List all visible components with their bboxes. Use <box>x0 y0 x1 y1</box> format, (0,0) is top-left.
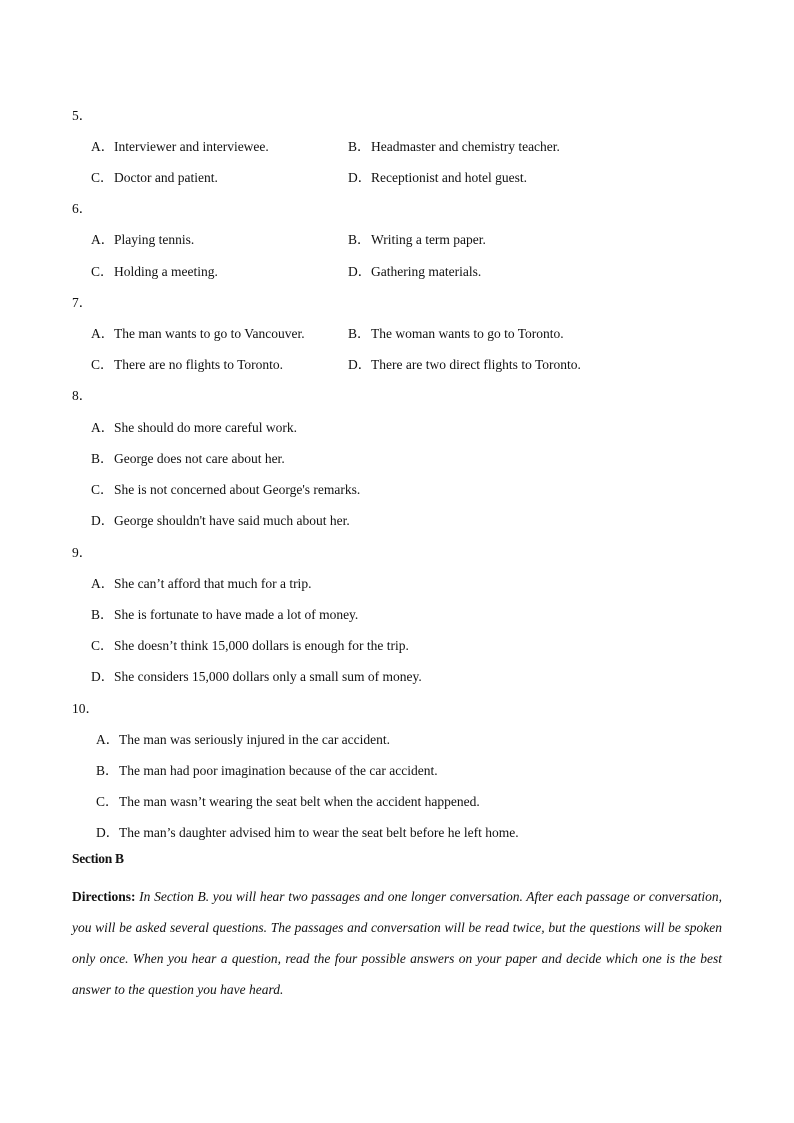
option-a <box>91 135 269 155</box>
option-letter: A． <box>96 732 120 747</box>
option-a <box>96 728 390 748</box>
section-b-directions <box>72 881 722 1005</box>
option-text: The man wants to go to Vancouver. <box>114 326 305 341</box>
option-d <box>348 260 481 280</box>
option-letter: C． <box>91 482 114 497</box>
option-text: Doctor and patient. <box>114 170 218 185</box>
option-d <box>96 821 519 841</box>
option-d <box>348 353 581 373</box>
question-number: 5． <box>72 108 93 123</box>
option-b <box>348 228 486 248</box>
option-c <box>91 260 218 280</box>
option-letter: D． <box>91 513 115 528</box>
option-letter: C． <box>96 794 119 809</box>
section-b-title: Section B <box>72 851 124 866</box>
option-letter: A． <box>91 139 115 154</box>
question-number: 10． <box>72 701 99 716</box>
option-letter: B． <box>91 607 114 622</box>
option-text: There are no flights to Toronto. <box>114 357 284 372</box>
option-text: Holding a meeting. <box>114 264 218 279</box>
option-text: Receptionist and hotel guest. <box>371 170 527 185</box>
question-number: 9． <box>72 545 93 560</box>
option-text: Headmaster and chemistry teacher. <box>371 139 560 154</box>
option-letter: D． <box>348 357 372 372</box>
option-text: The woman wants to go to Toronto. <box>371 326 564 341</box>
option-b <box>348 135 560 155</box>
question-number: 7． <box>72 295 93 310</box>
option-b <box>91 447 285 467</box>
option-d <box>91 665 422 685</box>
option-letter: C． <box>91 264 114 279</box>
option-text: She doesn’t think 15,000 dollars is enough for the trip. <box>114 638 409 653</box>
option-b <box>96 759 438 779</box>
option-a <box>91 416 297 436</box>
option-letter: B． <box>91 451 114 466</box>
option-text: There are two direct flights to Toronto. <box>371 357 581 372</box>
option-letter: D． <box>348 264 372 279</box>
option-c <box>91 478 360 498</box>
option-text: She considers 15,000 dollars only a small sum of money. <box>114 669 422 684</box>
option-c <box>91 634 409 654</box>
option-text: She is not concerned about George's remarks. <box>114 482 361 497</box>
option-text: Interviewer and interviewee. <box>114 139 269 154</box>
option-letter: A． <box>91 576 115 591</box>
option-text: Gathering materials. <box>371 264 482 279</box>
option-letter: A． <box>91 232 115 247</box>
option-letter: D． <box>348 170 372 185</box>
option-letter: B． <box>348 139 371 154</box>
option-letter: C． <box>91 638 114 653</box>
option-letter: B． <box>348 326 371 341</box>
option-c <box>91 166 218 186</box>
option-c <box>96 790 480 810</box>
option-text: George shouldn't have said much about her. <box>114 513 350 528</box>
option-text: The man had poor imagination because of the car accident. <box>119 763 438 778</box>
option-text: She should do more careful work. <box>114 420 297 435</box>
option-text: She is fortunate to have made a lot of money. <box>114 607 359 622</box>
directions-label: Directions: <box>72 889 136 904</box>
option-letter: C． <box>91 357 114 372</box>
option-d <box>91 509 350 529</box>
directions-text: In Section B. you will hear two passages and one longer conversation. After each passage or conversation, you will be asked several questions. The passages and conversation will be read twice, but the questions will be spoken only once. When you hear a question, read the four possible answers on your paper and decide which one is the best answer to the question you have heard. <box>72 889 722 997</box>
option-letter: A． <box>91 420 115 435</box>
question-number: 8． <box>72 388 93 403</box>
option-letter: C． <box>91 170 114 185</box>
option-text: George does not care about her. <box>114 451 285 466</box>
option-text: The man wasn’t wearing the seat belt when the accident happened. <box>119 794 480 809</box>
option-text: Writing a term paper. <box>371 232 486 247</box>
option-letter: D． <box>96 825 120 840</box>
option-a <box>91 322 305 342</box>
option-text: The man was seriously injured in the car accident. <box>119 732 391 747</box>
option-letter: D． <box>91 669 115 684</box>
option-letter: B． <box>96 763 119 778</box>
option-b <box>348 322 564 342</box>
option-b <box>91 603 358 623</box>
option-letter: B． <box>348 232 371 247</box>
option-text: She can’t afford that much for a trip. <box>114 576 312 591</box>
option-a <box>91 228 194 248</box>
option-text: Playing tennis. <box>114 232 195 247</box>
option-a <box>91 572 311 592</box>
option-c <box>91 353 283 373</box>
option-d <box>348 166 527 186</box>
option-text: The man’s daughter advised him to wear the seat belt before he left home. <box>119 825 519 840</box>
option-letter: A． <box>91 326 115 341</box>
question-number: 6． <box>72 201 93 216</box>
